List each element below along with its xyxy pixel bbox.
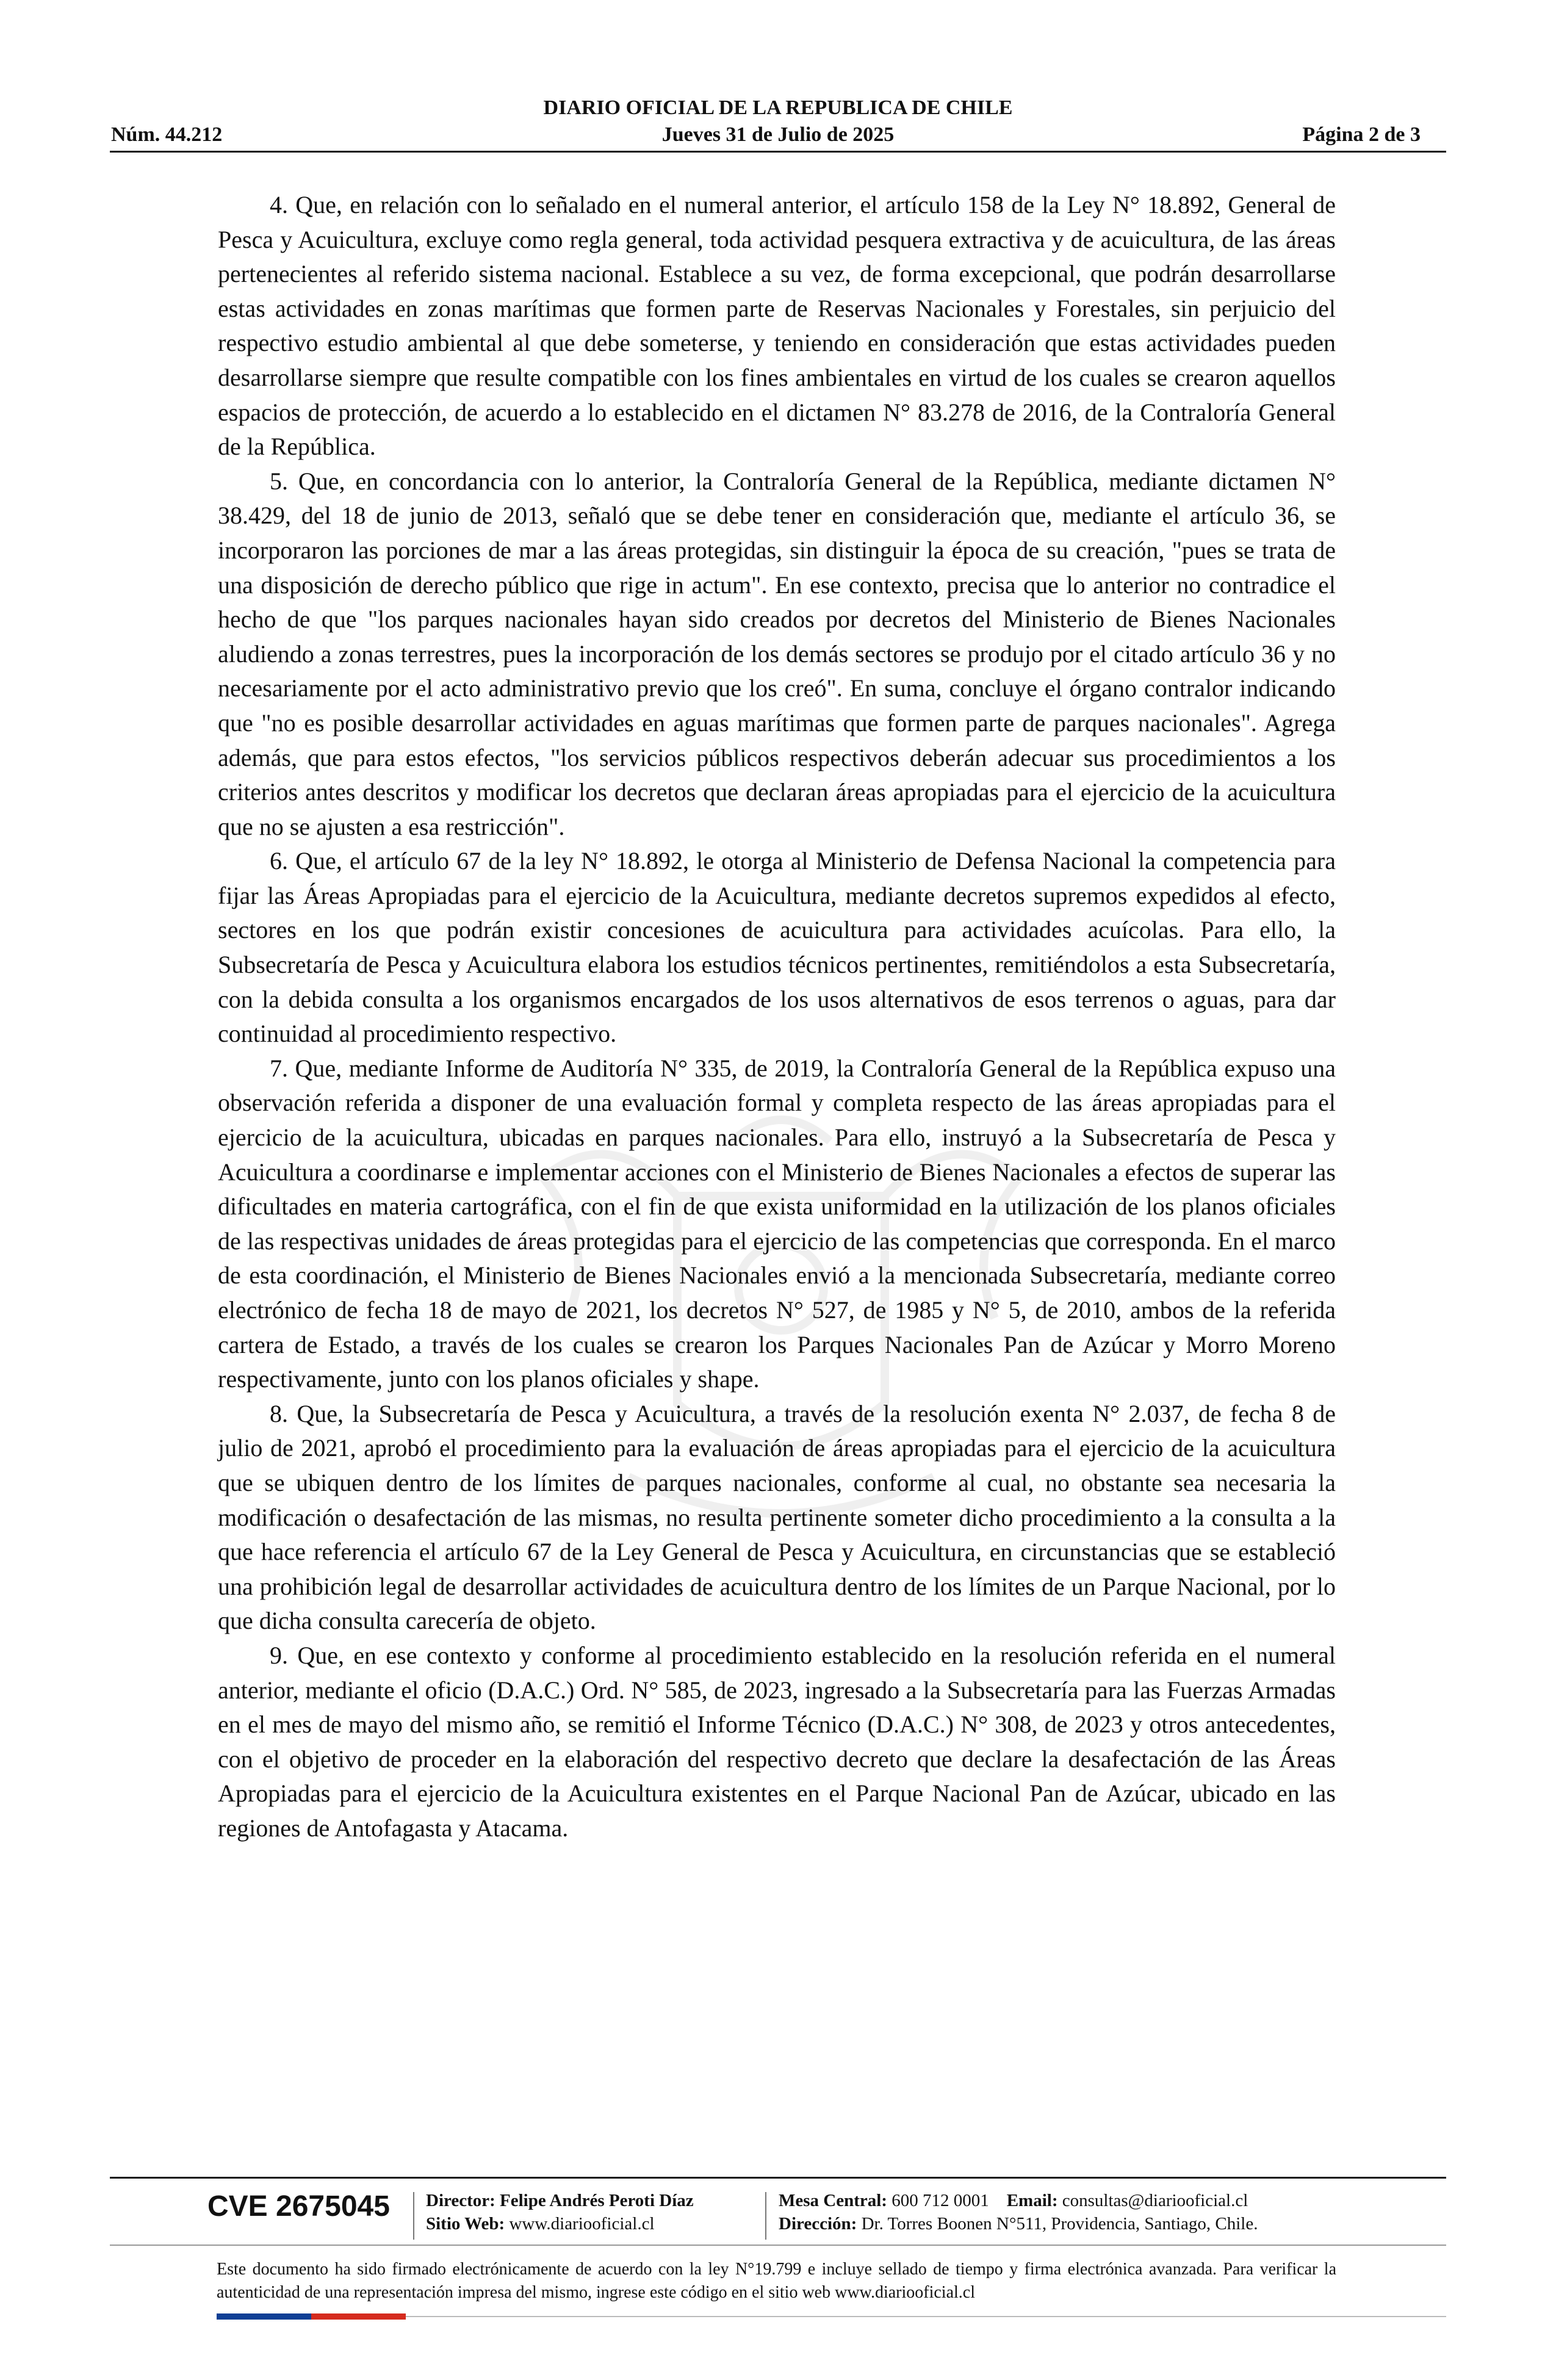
director-name: Felipe Andrés Peroti Díaz [500, 2191, 694, 2210]
mesa-phone: 600 712 0001 [891, 2191, 989, 2210]
footer-note-divider [110, 2245, 1446, 2246]
paragraph-8: 8. Que, la Subsecretaría de Pesca y Acuicultura, a través de la resolución exenta N° 2.037, de fecha 8 de julio de 2021, aprobó el procedimiento para la evaluación de áreas apropiadas para el ejercicio de la acuicultura que se ubiquen dentro de los límites de parques nacionales, conforme al cual, no obstante sea necesaria la modificación o desafectación de las mismas, no resulta pertinente someter dicho procedimiento a la consulta a la que hace referencia el artículo 67 de la Ley General de Pesca y Acuicultura, en circunstancias que se estableció una prohibición legal de desarrollar actividades de acuicultura dentro de los límites de un Parque Nacional, por lo que dicha consulta carecería de objeto. [218, 1399, 1336, 1635]
address-label: Dirección: [779, 2214, 857, 2234]
director-line [426, 2191, 694, 2211]
email-label: Email: [1006, 2191, 1058, 2210]
legal-note: Este documento ha sido firmado electrónicamente de acuerdo con la ley N°19.799 e incluye sellado de tiempo y firma electrónica avanzada. Para verificar la autenticidad de una representación impresa del mismo, ingrese este código en el sitio web www.diariooficial.cl [217, 2260, 1336, 2302]
mesa-label: Mesa Central: [779, 2191, 887, 2210]
footer-separator [765, 2192, 766, 2240]
website-link[interactable]: www.diariooficial.cl [509, 2214, 655, 2234]
cve-code: CVE 2675045 [207, 2190, 390, 2223]
newspaper-title: DIARIO OFICIAL DE LA REPUBLICA DE CHILE [543, 96, 1013, 119]
address-line [779, 2214, 1258, 2234]
issue-number: Núm. 44.212 [111, 123, 223, 146]
paragraph-9: 9. Que, en ese contexto y conforme al procedimiento establecido en la resolución referida en el numeral anterior, mediante el oficio (D.A.C.) Ord. N° 585, de 2023, ingresado a la Subsecretaría para las Fuerzas Armadas en el mes de mayo del mismo año, se remitió el Informe Técnico (D.A.C.) N° 308, de 2023 y otros antecedentes, con el objetivo de proceder en la elaboración del respectivo decreto que declare la desafectación de las Áreas Apropiadas para el ejercicio de la Acuicultura existentes en el Parque Nacional Pan de Azúcar, ubicado en las regiones de Antofagasta y Atacama. [218, 1641, 1336, 1842]
page-indicator: Página 2 de 3 [1302, 123, 1421, 146]
contact-line [779, 2191, 1248, 2211]
bottom-rule [406, 2316, 1446, 2317]
paragraph-4: 4. Que, en relación con lo señalado en el numeral anterior, el artículo 158 de la Ley N° 18.892, General de Pesca y Acuicultura, excluye como regla general, toda actividad pesquera extractiva y de acuicultura, de las áreas pertenecientes al referido sistema nacional. Establece a su vez, de forma excepcional, que podrán desarrollarse estas actividades en zonas marítimas que formen parte de Reservas Nacionales y Forestales, sin perjuicio del respectivo estudio ambiental al que debe someterse, y teniendo en consideración que estas actividades pueden desarrollarse siempre que resulte compatible con los fines ambientales en virtud de los cuales se crearon aquellos espacios de protección, de acuerdo a lo establecido en el dictamen N° 83.278 de 2016, de la Contraloría General de la República. [218, 191, 1336, 461]
flag-red-segment [311, 2313, 406, 2320]
flag-stripe [217, 2313, 406, 2320]
header-divider [110, 151, 1446, 153]
footer-divider [110, 2177, 1446, 2179]
email-link[interactable]: consultas@diariooficial.cl [1062, 2191, 1248, 2210]
footer-separator [413, 2192, 414, 2240]
paragraph-5: 5. Que, en concordancia con lo anterior, la Contraloría General de la República, mediante dictamen N° 38.429, del 18 de junio de 2013, señaló que se debe tener en consideración que, mediante el artículo 36, se incorporaron las porciones de mar a las áreas protegidas, sin distinguir la época de su creación, "pues se trata de una disposición de derecho público que rige in actum". En ese contexto, precisa que lo anterior no contradice el hecho de que "los parques nacionales hayan sido creados por decretos del Ministerio de Bienes Nacionales aludiendo a zonas terrestres, pues la incorporación de los demás sectores se produjo por el citado artículo 36 y no necesariamente por el acto administrativo previo que los creó". En suma, concluye el órgano contralor indicando que "no es posible desarrollar actividades en aguas marítimas que formen parte de parques nacionales". Agrega además, que para estos efectos, "los servicios públicos respectivos deberán adecuar sus procedimientos a los criterios antes descritos y modificar los decretos que declaran áreas apropiadas para el ejercicio de la acuicultura que no se ajusten a esa restricción". [218, 467, 1336, 840]
flag-blue-segment [217, 2313, 311, 2320]
paragraph-7: 7. Que, mediante Informe de Auditoría N° 335, de 2019, la Contraloría General de la República expuso una observación referida a disponer de una evaluación formal y completa respecto de las áreas apropiadas para el ejercicio de la acuicultura, ubicadas en parques nacionales. Para ello, instruyó a la Subsecretaría de Pesca y Acuicultura a coordinarse e implementar acciones con el Ministerio de Bienes Nacionales a efectos de superar las dificultades en materia cartográfica, con el fin de que exista uniformidad en la utilización de los planos oficiales de las respectivas unidades de áreas protegidas para el ejercicio de las competencias que corresponda. En el marco de esta coordinación, el Ministerio de Bienes Nacionales envió a la mencionada Subsecretaría, mediante correo electrónico de fecha 18 de mayo de 2021, los decretos N° 527, de 1985 y N° 5, de 2010, ambos de la referida cartera de Estado, a través de los cuales se crearon los Parques Nacionales Pan de Azúcar y Morro Moreno respectivamente, junto con los planos oficiales y shape. [218, 1054, 1336, 1393]
address-value: Dr. Torres Boonen N°511, Providencia, Santiago, Chile. [861, 2214, 1258, 2234]
website-line [426, 2214, 655, 2234]
document-body [218, 188, 1336, 1846]
issue-date: Jueves 31 de Julio de 2025 [661, 123, 895, 146]
website-label: Sitio Web: [426, 2214, 505, 2234]
paragraph-6: 6. Que, el artículo 67 de la ley N° 18.892, le otorga al Ministerio de Defensa Nacional la competencia para fijar las Áreas Apropiadas para el ejercicio de la Acuicultura, mediante decretos supremos expedidos al efecto, sectores en los que podrán existir concesiones de acuicultura para actividades acuícolas. Para ello, la Subsecretaría de Pesca y Acuicultura elabora los estudios técnicos pertinentes, remitiéndolos a esta Subsecretaría, con la debida consulta a los organismos encargados de los usos alternativos de esos terrenos o aguas, para dar continuidad al procedimiento respectivo. [218, 847, 1336, 1048]
director-label: Director: [426, 2191, 495, 2210]
